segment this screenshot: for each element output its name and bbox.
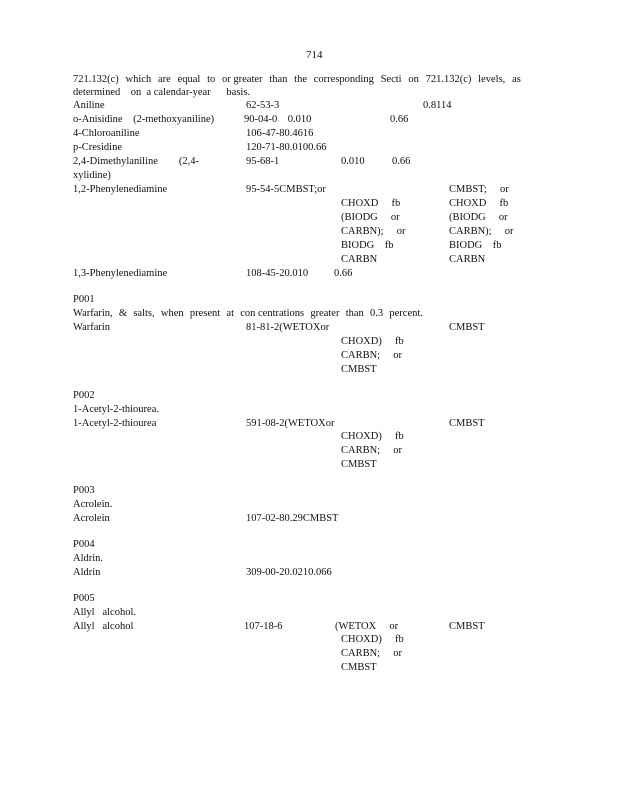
desc-word: present bbox=[189, 308, 221, 319]
desc-word: & bbox=[118, 308, 128, 319]
cas-number: 95-54-5CMBST;or bbox=[246, 184, 326, 195]
chemical-name: Acrolein bbox=[73, 513, 110, 524]
section-description bbox=[73, 309, 423, 320]
technology-code: CARBN; or bbox=[341, 648, 402, 659]
intro-word: equal bbox=[177, 74, 201, 85]
intro-word: 721.132(c) bbox=[73, 74, 119, 85]
desc-word: con centrations bbox=[240, 308, 305, 319]
cas-number: 591-08-2(WETOXor bbox=[246, 418, 335, 429]
desc-word: salts, bbox=[133, 308, 155, 319]
chemical-name: 2,4-Dimethylaniline (2,4- bbox=[73, 156, 199, 167]
chemical-name: 1-Acetyl-2-thiourea bbox=[73, 418, 157, 429]
chemical-name: Allyl alcohol bbox=[73, 621, 134, 632]
technology-code: CARBN bbox=[449, 254, 486, 265]
desc-word: Warfarin, bbox=[73, 308, 113, 319]
concentration-value: 0.010 bbox=[341, 156, 365, 167]
section-title: Acrolein. bbox=[73, 499, 113, 510]
technology-code: CARBN bbox=[341, 254, 378, 265]
technology-code: (BIODG or bbox=[449, 212, 508, 223]
cas-number: 309-00-20.0210.066 bbox=[246, 567, 332, 578]
intro-word: than bbox=[269, 74, 288, 85]
concentration-value: 0.66 bbox=[334, 268, 353, 279]
waste-code: P002 bbox=[73, 390, 95, 401]
technology-code: CMBST bbox=[341, 459, 377, 470]
intro-word: or greater bbox=[222, 74, 263, 85]
intro-line-1 bbox=[73, 75, 521, 86]
concentration-value: 0.66 bbox=[392, 156, 411, 167]
technology-code: CMBST bbox=[449, 322, 485, 333]
section-title: 1-Acetyl-2-thiourea. bbox=[73, 404, 160, 415]
desc-word: at bbox=[226, 308, 234, 319]
intro-word: levels, bbox=[478, 74, 506, 85]
technology-code: CARBN; or bbox=[341, 350, 402, 361]
chemical-name: 1,3-Phenylenediamine bbox=[73, 268, 168, 279]
technology-code: (WETOX or bbox=[335, 621, 399, 632]
technology-code: CHOXD fb bbox=[341, 198, 401, 209]
chemical-name: Warfarin bbox=[73, 322, 111, 333]
technology-code: CHOXD) fb bbox=[341, 336, 404, 347]
technology-code: BIODG fb bbox=[341, 240, 394, 251]
chemical-name: 1,2-Phenylenediamine bbox=[73, 184, 168, 195]
desc-word: greater bbox=[310, 308, 340, 319]
intro-word: are bbox=[157, 74, 171, 85]
cas-number: 62-53-3 bbox=[246, 100, 280, 111]
cas-number: 95-68-1 bbox=[246, 156, 280, 167]
intro-word: to bbox=[207, 74, 216, 85]
intro-word: which bbox=[125, 74, 152, 85]
intro-word: 721.132(c) bbox=[425, 74, 472, 85]
technology-code: CARBN); or bbox=[341, 226, 406, 237]
chemical-name: Aniline bbox=[73, 100, 105, 111]
waste-code: P001 bbox=[73, 294, 95, 305]
desc-word: 0.3 bbox=[370, 308, 384, 319]
intro-line-2: determined on a calendar-year basis. bbox=[73, 87, 251, 98]
intro-word: the bbox=[294, 74, 307, 85]
technology-code: CARBN); or bbox=[449, 226, 514, 237]
technology-code: (BIODG or bbox=[341, 212, 400, 223]
chemical-name-continued: xylidine) bbox=[73, 170, 111, 181]
waste-code: P003 bbox=[73, 485, 95, 496]
technology-code: CMBST bbox=[341, 662, 377, 673]
waste-code: P005 bbox=[73, 593, 95, 604]
technology-code: BIODG fb bbox=[449, 240, 502, 251]
intro-word: Secti bbox=[380, 74, 402, 85]
chemical-name: p-Cresidine bbox=[73, 142, 122, 153]
desc-word: than bbox=[345, 308, 364, 319]
cas-number: 120-71-80.0100.66 bbox=[246, 142, 327, 153]
page-number: 714 bbox=[306, 49, 323, 61]
cas-number: 90-04-0 0.010 bbox=[244, 114, 312, 125]
section-title: Allyl alcohol. bbox=[73, 607, 136, 618]
intro-word: as bbox=[512, 74, 521, 85]
concentration-value: 0.8114 bbox=[423, 100, 452, 111]
desc-word: percent. bbox=[389, 308, 423, 319]
technology-code: CMBST bbox=[341, 364, 377, 375]
chemical-name: 4-Chloroaniline bbox=[73, 128, 140, 139]
intro-word: on bbox=[408, 74, 419, 85]
technology-code: CMBST bbox=[449, 418, 485, 429]
technology-code: CARBN; or bbox=[341, 445, 402, 456]
intro-word: corresponding bbox=[313, 74, 374, 85]
technology-code: CHOXD) fb bbox=[341, 634, 404, 645]
chemical-name: o-Anisidine (2-methoxyaniline) bbox=[73, 114, 215, 125]
cas-number: 81-81-2(WETOXor bbox=[246, 322, 330, 333]
cas-number: 107-18-6 bbox=[244, 621, 283, 632]
technology-code: CHOXD fb bbox=[449, 198, 509, 209]
cas-number: 107-02-80.29CMBST bbox=[246, 513, 339, 524]
cas-number: 108-45-20.010 bbox=[246, 268, 309, 279]
cas-number: 106-47-80.4616 bbox=[246, 128, 314, 139]
chemical-name: Aldrin bbox=[73, 567, 101, 578]
technology-code: CMBST bbox=[449, 621, 485, 632]
section-title: Aldrin. bbox=[73, 553, 104, 564]
concentration-value: 0.66 bbox=[390, 114, 409, 125]
desc-word: when bbox=[160, 308, 184, 319]
technology-code: CHOXD) fb bbox=[341, 431, 404, 442]
waste-code: P004 bbox=[73, 539, 95, 550]
technology-code: CMBST; or bbox=[449, 184, 509, 195]
